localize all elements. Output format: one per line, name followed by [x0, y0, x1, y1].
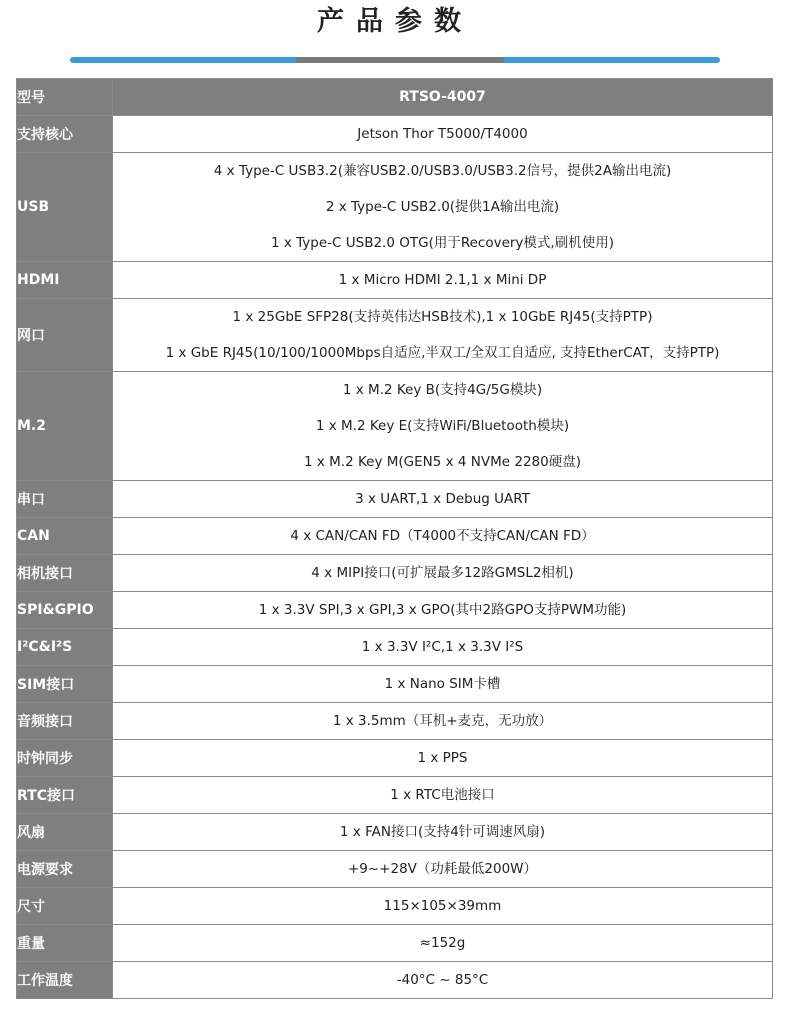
spec-key: 相机接口: [17, 555, 113, 592]
spec-value: [113, 629, 773, 666]
spec-value-line: 1 x 3.3V SPI,3 x GPI,3 x GPO(其中2路GPO支持PWM功能): [258, 602, 627, 618]
spec-value: [113, 777, 773, 814]
spec-value-line: 1 x 25GbE SFP28(支持英伟达HSB技术),1 x 10GbE RJ45(支持PTP): [232, 309, 653, 325]
spec-key: 型号: [17, 79, 113, 116]
spec-row: [17, 79, 773, 116]
spec-row: [17, 888, 773, 925]
spec-value-line: +9~+28V（功耗最低200W）: [347, 861, 538, 877]
spec-value: [113, 962, 773, 999]
spec-value-line: 1 x 3.5mm（耳机+麦克，无功放）: [332, 713, 553, 729]
spec-value-line: 3 x UART,1 x Debug UART: [355, 491, 530, 507]
spec-row: [17, 703, 773, 740]
title-underline-right: [504, 57, 720, 63]
spec-row: [17, 116, 773, 153]
spec-key: SIM接口: [17, 666, 113, 703]
spec-key: HDMI: [17, 262, 113, 299]
spec-key: 工作温度: [17, 962, 113, 999]
spec-value-line: 1 x FAN接口(支持4针可调速风扇): [339, 824, 546, 840]
spec-value-line: 1 x Nano SIM卡槽: [384, 676, 501, 692]
spec-row: [17, 262, 773, 299]
spec-key: M.2: [17, 372, 113, 481]
spec-value-line: RTSO-4007: [399, 89, 486, 105]
spec-value-line: 2 x Type-C USB2.0(提供1A输出电流): [325, 199, 560, 215]
spec-row: [17, 851, 773, 888]
spec-row: [17, 299, 773, 372]
title-underline-left: [70, 57, 296, 63]
spec-value: [113, 666, 773, 703]
spec-table: [16, 78, 773, 999]
spec-key: 重量: [17, 925, 113, 962]
spec-row: [17, 962, 773, 999]
spec-value-line: 1 x M.2 Key E(支持WiFi/Bluetooth模块): [315, 418, 570, 434]
spec-value-line: 115×105×39mm: [383, 898, 502, 914]
spec-row: [17, 153, 773, 262]
spec-value: [113, 153, 773, 262]
spec-value: [113, 925, 773, 962]
spec-key: 支持核心: [17, 116, 113, 153]
spec-value: [113, 299, 773, 372]
spec-value: [113, 518, 773, 555]
spec-key: 串口: [17, 481, 113, 518]
spec-key: CAN: [17, 518, 113, 555]
spec-value-line: 1 x Type-C USB2.0 OTG(用于Recovery模式,刷机使用): [271, 235, 614, 251]
spec-row: [17, 555, 773, 592]
spec-value: [113, 79, 773, 116]
spec-value-line: 1 x Micro HDMI 2.1,1 x Mini DP: [338, 272, 547, 288]
spec-value: [113, 481, 773, 518]
spec-value: [113, 703, 773, 740]
spec-value: [113, 814, 773, 851]
spec-value-line: ≈152g: [419, 935, 466, 951]
spec-key: RTC接口: [17, 777, 113, 814]
spec-value-line: 1 x RTC电池接口: [390, 787, 495, 803]
spec-value-line: 4 x MIPI接口(可扩展最多12路GMSL2相机): [311, 565, 574, 581]
spec-key: 电源要求: [17, 851, 113, 888]
spec-value: [113, 851, 773, 888]
spec-key: I²C&I²S: [17, 629, 113, 666]
spec-row: [17, 740, 773, 777]
title-underline-middle: [296, 57, 504, 63]
spec-table-body: [17, 79, 773, 999]
spec-key: 时钟同步: [17, 740, 113, 777]
spec-value-line: -40°C ~ 85°C: [396, 972, 489, 988]
spec-value-line: 1 x PPS: [417, 750, 468, 766]
spec-row: [17, 777, 773, 814]
spec-row: [17, 592, 773, 629]
spec-value: [113, 555, 773, 592]
spec-key: 网口: [17, 299, 113, 372]
spec-row: [17, 372, 773, 481]
spec-value: [113, 262, 773, 299]
spec-key: 风扇: [17, 814, 113, 851]
spec-value: [113, 372, 773, 481]
spec-key: 尺寸: [17, 888, 113, 925]
spec-value-line: Jetson Thor T5000/T4000: [357, 126, 528, 142]
spec-row: [17, 518, 773, 555]
spec-row: [17, 666, 773, 703]
spec-value-line: 1 x 3.3V I²C,1 x 3.3V I²S: [361, 639, 524, 655]
spec-row: [17, 629, 773, 666]
spec-value: [113, 116, 773, 153]
spec-value-line: 1 x M.2 Key B(支持4G/5G模块): [342, 382, 543, 398]
spec-value: [113, 740, 773, 777]
spec-value-line: 1 x GbE RJ45(10/100/1000Mbps自适应,半双工/全双工自适应, 支持EtherCAT，支持PTP): [165, 345, 720, 361]
spec-value-line: 1 x M.2 Key M(GEN5 x 4 NVMe 2280硬盘): [304, 454, 581, 470]
spec-value: [113, 592, 773, 629]
spec-key: 音频接口: [17, 703, 113, 740]
spec-row: [17, 814, 773, 851]
page-title: 产品参数: [317, 6, 473, 37]
spec-row: [17, 925, 773, 962]
spec-row: [17, 481, 773, 518]
spec-value-line: 4 x Type-C USB3.2(兼容USB2.0/USB3.0/USB3.2信号，提供2A输出电流): [213, 163, 672, 179]
spec-value: [113, 888, 773, 925]
spec-key: USB: [17, 153, 113, 262]
spec-key: SPI&GPIO: [17, 592, 113, 629]
spec-value-line: 4 x CAN/CAN FD（T4000不支持CAN/CAN FD）: [290, 528, 595, 544]
